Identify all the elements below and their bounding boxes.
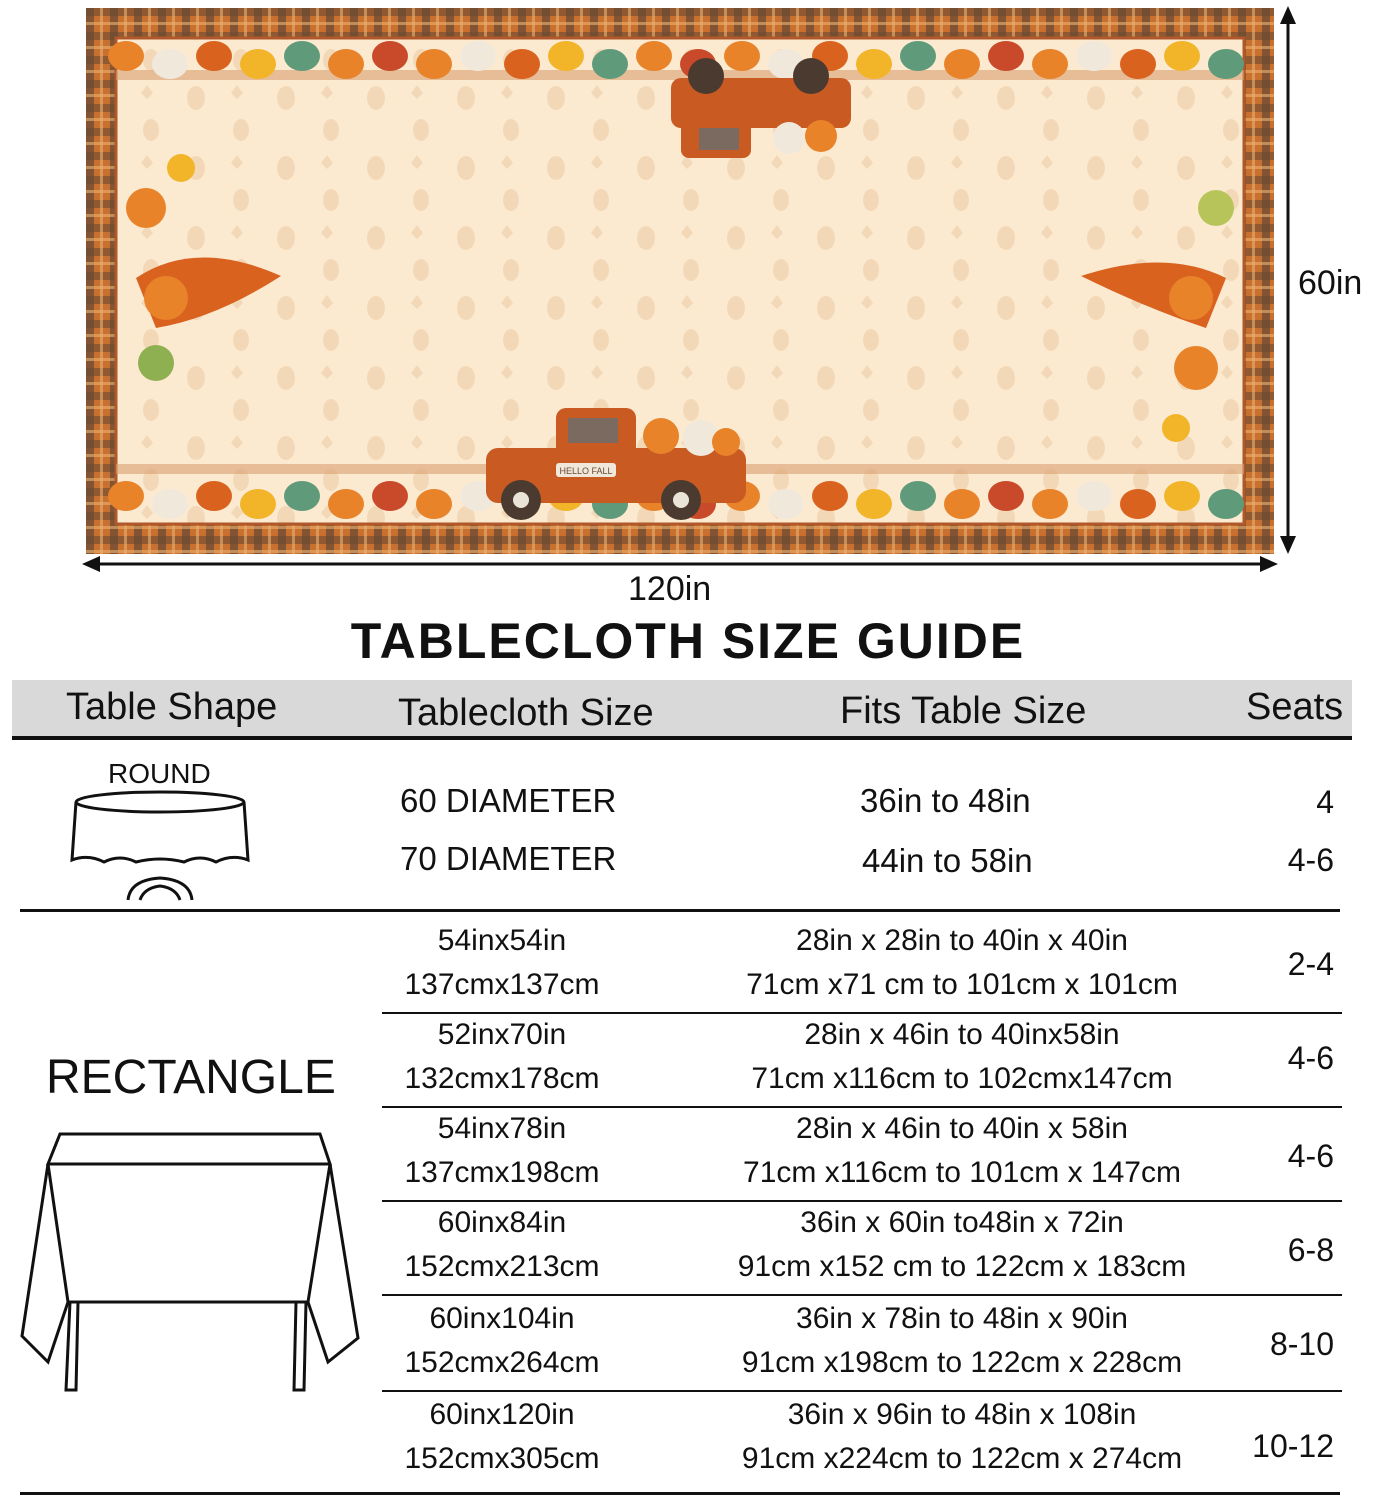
rect-size-cm: 137cmx198cm [404,1156,600,1189]
rect-fits-cm: 71cm x116cm to 101cm x 147cm [743,1156,1181,1189]
pumpkin-decoration [1120,49,1156,79]
header-divider [12,736,1352,740]
pumpkin-decoration [1164,41,1200,71]
round-seats-1: 4 [1316,784,1334,820]
rect-fits-cm: 71cm x116cm to 102cmx147cm [751,1062,1173,1095]
rect-seats: 6-8 [1287,1232,1334,1268]
rect-size-cm: 152cmx264cm [404,1346,600,1379]
pumpkin-decoration [416,489,452,519]
rectangle-table-icon [8,1128,368,1408]
rect-fits-cm: 91cm x152 cm to 122cm x 183cm [737,1250,1187,1283]
tablecloth-illustration [86,8,1274,554]
round-table-icon [68,790,252,902]
rect-size-in: 54inx54in [437,924,567,957]
pumpkin-decoration [284,481,320,511]
pumpkin-decoration [328,49,364,79]
pumpkin-decoration [196,41,232,71]
rect-seats: 8-10 [1269,1326,1334,1362]
pumpkin-decoration [1120,489,1156,519]
pumpkin-decoration [328,489,364,519]
rect-size-in: 60inx84in [437,1206,567,1239]
pumpkin-decoration [372,41,408,71]
row-divider [382,1390,1342,1392]
rect-size-in: 54inx78in [437,1112,567,1145]
pumpkin-decoration [1164,481,1200,511]
pumpkin-decoration [636,41,672,71]
pumpkin-decoration [988,481,1024,511]
rect-size-in: 60inx120in [429,1398,575,1431]
pumpkin-decoration [504,49,540,79]
pumpkin-decoration [372,481,408,511]
rect-fits-cm: 71cm x71 cm to 101cm x 101cm [746,968,1178,1001]
pumpkin-decoration [1208,489,1244,519]
rect-fits-in: 36in x 60in to48in x 72in [800,1206,1124,1239]
header-table-shape: Table Shape [66,686,278,728]
pumpkin-decoration [768,489,804,519]
pumpkin-decoration [944,49,980,79]
rect-seats: 4-6 [1287,1138,1334,1174]
pumpkin-decoration [856,49,892,79]
rect-fits-in: 28in x 28in to 40in x 40in [796,924,1128,957]
header-fits-table-size: Fits Table Size [840,690,1087,732]
round-label: ROUND [108,758,211,789]
header-seats: Seats [1246,686,1344,728]
pumpkin-decoration [416,49,452,79]
width-label: 120in [628,570,712,608]
pumpkin-decoration [196,481,232,511]
round-fits-1: 36in to 48in [860,782,1031,819]
rect-size-cm: 132cmx178cm [404,1062,600,1095]
pumpkin-decoration [284,41,320,71]
round-size-1: 60 DIAMETER [400,782,617,819]
rect-seats: 4-6 [1287,1040,1334,1076]
rect-fits-in: 28in x 46in to 40in x 58in [796,1112,1128,1145]
pumpkin-decoration [240,489,276,519]
pumpkin-decoration [988,41,1024,71]
pumpkin-decoration [900,481,936,511]
rect-fits-in: 36in x 78in to 48in x 90in [796,1302,1128,1335]
pumpkin-decoration [900,41,936,71]
pumpkin-decoration [1032,489,1068,519]
pumpkin-decoration [548,41,584,71]
pumpkin-decoration [1076,41,1112,71]
truck-sign: HELLO FALL [559,466,613,476]
rect-size-cm: 137cmx137cm [404,968,600,1001]
row-divider [382,1012,1342,1014]
rect-fits-cm: 91cm x198cm to 122cm x 228cm [741,1346,1183,1379]
rect-size-cm: 152cmx213cm [404,1250,600,1283]
row-divider [382,1294,1342,1296]
rect-fits-in: 28in x 46in to 40inx58in [804,1018,1120,1051]
pumpkin-decoration [152,49,188,79]
header-tablecloth-size: Tablecloth Size [398,692,654,734]
pumpkin-decoration [1208,49,1244,79]
rect-seats: 2-4 [1287,946,1334,982]
pumpkin-decoration [812,481,848,511]
rect-size-cm: 152cmx305cm [404,1442,600,1475]
round-size-2: 70 DIAMETER [400,840,617,877]
pumpkin-decoration [1076,481,1112,511]
pumpkin-decoration [856,489,892,519]
pumpkin-decoration [108,41,144,71]
pumpkin-decoration [944,489,980,519]
round-fits-2: 44in to 58in [862,842,1033,879]
row-divider [382,1200,1342,1202]
pumpkin-decoration [108,481,144,511]
table-bottom-line [20,1492,1340,1495]
row-divider [382,1106,1342,1108]
pumpkin-decoration [592,49,628,79]
rect-size-in: 52inx70in [437,1018,567,1051]
pumpkin-decoration [152,489,188,519]
section-divider [20,909,1340,912]
size-guide-title: TABLECLOTH SIZE GUIDE [350,613,1026,669]
rect-fits-cm: 91cm x224cm to 122cm x 274cm [741,1442,1183,1475]
pumpkin-decoration [724,41,760,71]
rectangle-label: RECTANGLE [46,1051,336,1104]
rect-seats: 10-12 [1252,1428,1334,1464]
pumpkin-decoration [240,49,276,79]
height-label: 60in [1298,264,1363,302]
pumpkin-decoration [460,41,496,71]
rect-size-in: 60inx104in [429,1302,575,1335]
pumpkin-decoration [1032,49,1068,79]
round-seats-2: 4-6 [1287,842,1334,878]
rect-fits-in: 36in x 96in to 48in x 108in [787,1398,1137,1431]
